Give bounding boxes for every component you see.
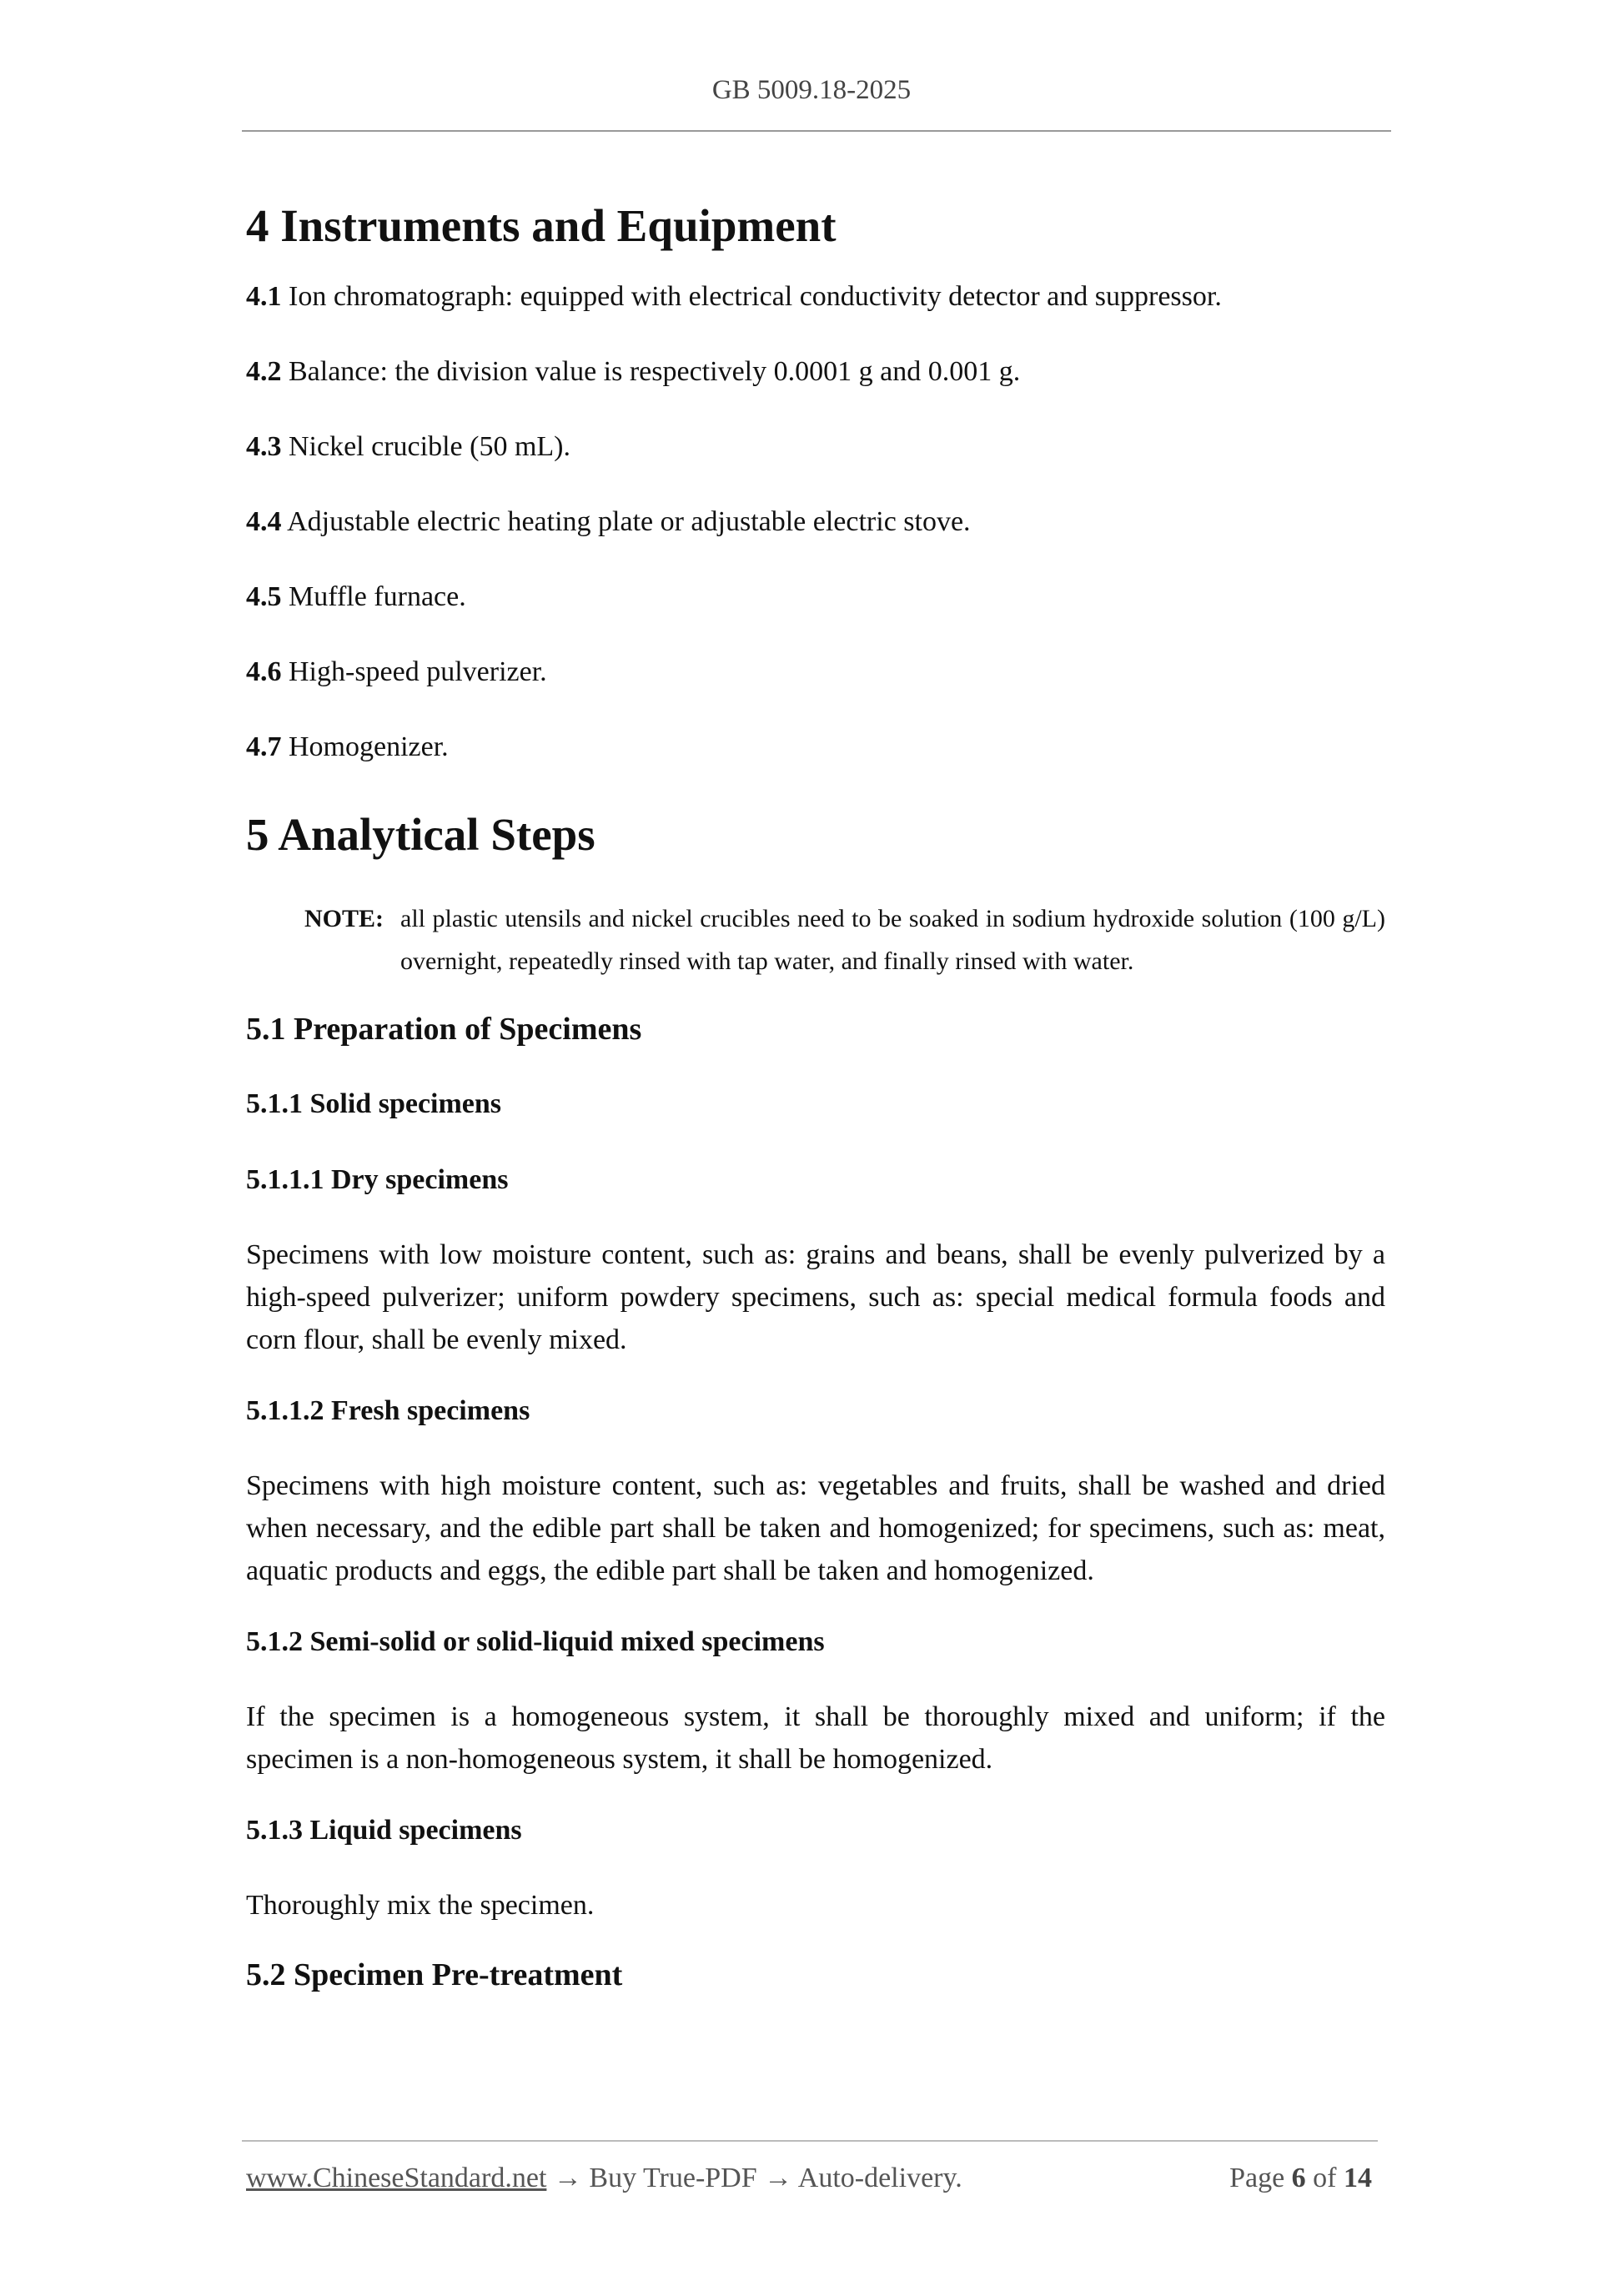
page-header-title: GB 5009.18-2025: [711, 75, 912, 105]
liquid-specimens-paragraph: Thoroughly mix the specimen.: [246, 1890, 595, 1921]
item-4-7: 4.7 Homogenizer.: [246, 731, 449, 762]
section-4-heading: 4 Instruments and Equipment: [246, 200, 837, 251]
note-block: [246, 897, 1385, 982]
section-5-2-heading: 5.2 Specimen Pre-treatment: [246, 1957, 623, 1992]
section-5-1-heading: 5.1 Preparation of Specimens: [246, 1012, 642, 1047]
arrow-right-icon: →: [546, 2163, 590, 2193]
total-page-count: 14: [1344, 2163, 1372, 2193]
section-5-1-2-heading: 5.1.2 Semi-solid or solid-liquid mixed specimens: [246, 1626, 825, 1657]
item-4-6: 4.6 High-speed pulverizer.: [246, 656, 547, 687]
semi-solid-paragraph: If the specimen is a homogeneous system, it shall be thoroughly mixed and uniform; if the specimen is a non-homogeneous system, it shall be homogenized.: [246, 1701, 1385, 1775]
chinesestandard-link[interactable]: www.ChineseStandard.net: [246, 2163, 547, 2193]
item-4-2: 4.2 Balance: the division value is respectively 0.0001 g and 0.001 g.: [246, 356, 1021, 387]
section-5-1-1-heading: 5.1.1 Solid specimens: [246, 1088, 502, 1119]
fresh-specimens-paragraph: Specimens with high moisture content, such as: vegetables and fruits, shall be washed and dried when necessary, and the edible part shall be taken and homogenized; for specimens, such as: meat, aquatic products and eggs, the edible part shall be taken and homogenized.: [246, 1470, 1385, 1586]
item-4-4: 4.4 Adjustable electric heating plate or adjustable electric stove.: [246, 506, 971, 537]
section-5-heading: 5 Analytical Steps: [246, 809, 595, 860]
note-text: all plastic utensils and nickel crucibles need to be soaked in sodium hydroxide solution (100 g/L) overnight, repeatedly rinsed with tap water, and finally rinsed with water.: [400, 905, 1385, 975]
arrow-right-icon: →: [756, 2163, 798, 2193]
auto-delivery-text: Auto-delivery.: [797, 2163, 962, 2193]
page-footer: [246, 2163, 1372, 2194]
section-5-1-1-2-heading: 5.1.1.2 Fresh specimens: [246, 1395, 530, 1426]
footer-divider: [242, 2140, 1378, 2142]
dry-specimens-paragraph: Specimens with low moisture content, such as: grains and beans, shall be evenly pulverized by a high-speed pulverizer; uniform powdery specimens, such as: special medical formula foods and corn flour, shall be evenly mixed.: [246, 1239, 1385, 1355]
note-label: NOTE:: [304, 905, 384, 932]
document-body: [246, 188, 1385, 1998]
item-4-1: 4.1 Ion chromatograph: equipped with electrical conductivity detector and suppressor.: [246, 281, 1222, 312]
section-5-1-3-heading: 5.1.3 Liquid specimens: [246, 1815, 522, 1846]
item-4-5: 4.5 Muffle furnace.: [246, 581, 466, 612]
page-indicator: Page 6 of 14: [1229, 2163, 1372, 2193]
section-5-1-1-1-heading: 5.1.1.1 Dry specimens: [246, 1164, 509, 1195]
current-page-number: 6: [1291, 2163, 1306, 2193]
item-4-3: 4.3 Nickel crucible (50 mL).: [246, 431, 570, 462]
buy-true-pdf-text: Buy True-PDF: [589, 2163, 757, 2193]
header-divider: [242, 130, 1391, 132]
